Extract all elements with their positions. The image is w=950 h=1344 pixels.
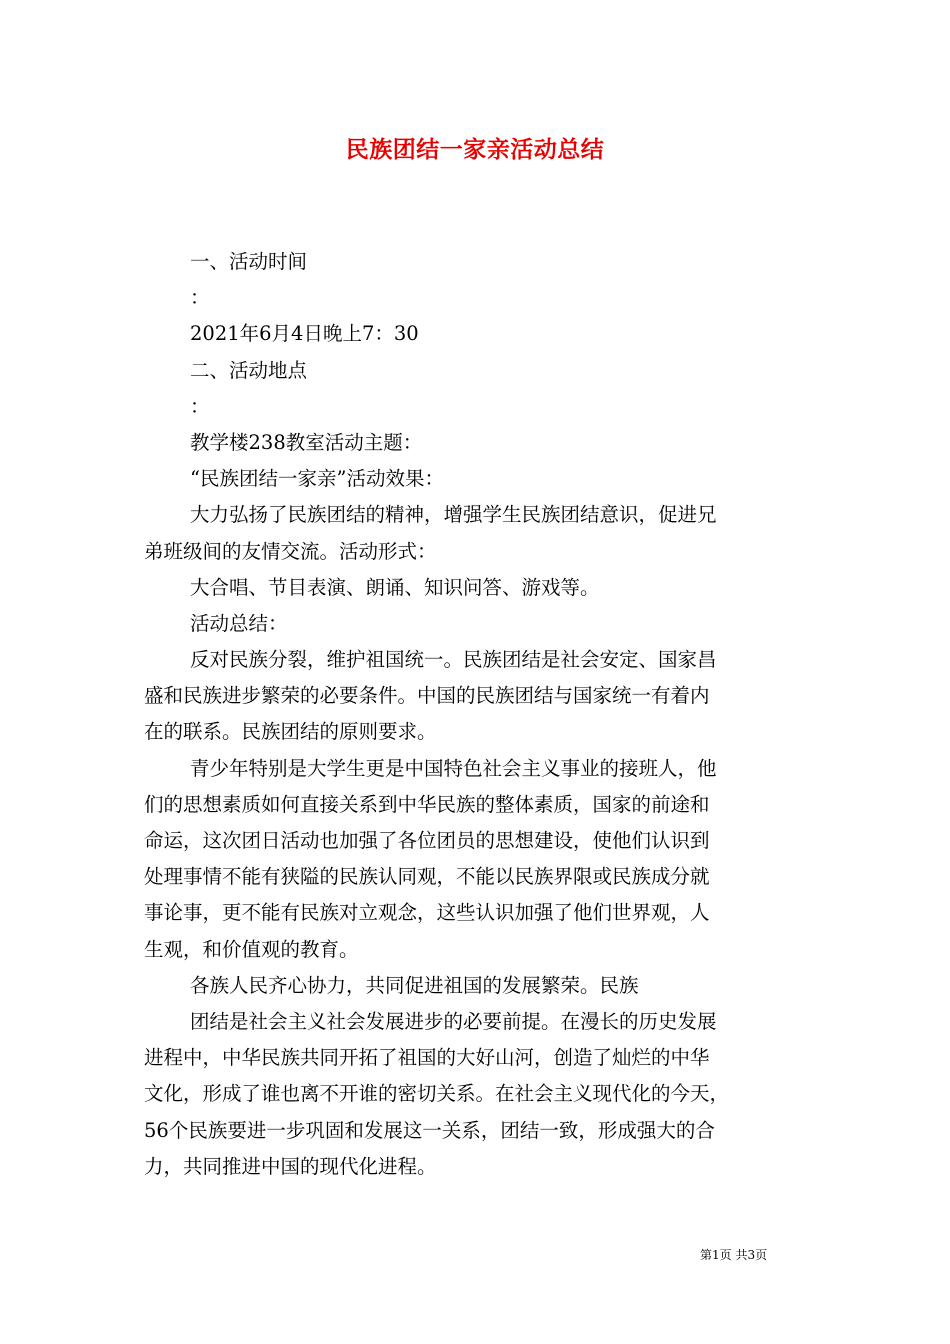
text-line: 力，共同推进中国的现代化进程。 [144,1154,437,1178]
text-line: 一、活动时间 [190,250,308,273]
text-line: ： [190,286,210,310]
text-line: 大力弘扬了民族团结的精神，增强学生民族团结意识，促进兄 [190,503,717,527]
text-line: 各族人民齐心协力，共同促进祖国的发展繁荣。民族 [190,973,639,997]
text-line: 生观，和价值观的教育。 [144,937,359,961]
text-line: 处理事情不能有狭隘的民族认同观，不能以民族界限或民族成分就 [144,865,710,889]
text-line: 们的思想素质如何直接关系到中华民族的整体素质，国家的前途和 [144,792,710,816]
text-line: 二、活动地点 [190,358,308,382]
text-line: 青少年特别是大学生更是中国特色社会主义事业的接班人，他 [190,756,717,780]
text-line: 团结是社会主义社会发展进步的必要前提。在漫长的历史发展 [190,1009,717,1033]
document-title: 民族团结一家亲活动总结 [345,136,605,163]
text-line: ： [190,394,210,418]
text-line: 盛和民族进步繁荣的必要条件。中国的民族团结与国家统一有着内 [144,684,710,708]
text-line: 在的联系。民族团结的原则要求。 [144,720,437,744]
text-line: 命运，这次团日活动也加强了各位团员的思想建设，使他们认识到 [144,829,710,852]
text-line: 大合唱、节目表演、朗诵、知识问答、游戏等。 [190,575,600,599]
text-line: “民族团结一家亲”活动效果： [190,467,444,491]
text-line: 进程中，中华民族共同开拓了祖国的大好山河，创造了灿烂的中华 [144,1046,710,1070]
text-line: 弟班级间的友情交流。活动形式： [144,539,437,563]
text-line: 56个民族要进一步巩固和发展这一关系，团结一致，形成强大的合 [144,1118,715,1142]
document-body [144,244,812,1185]
page-number: 第1页 共3页 [700,1248,768,1262]
text-line: 教学楼238教室活动主题： [190,430,423,454]
text-line: 2021年6月4日晚上7：30 [190,322,419,346]
text-line: 事论事，更不能有民族对立观念，这些认识加强了他们世界观，人 [144,901,710,925]
text-line: 反对民族分裂，维护祖国统一。民族团结是社会安定、国家昌 [190,648,717,672]
text-line: 文化，形成了谁也离不开谁的密切关系。在社会主义现代化的今天， [144,1082,730,1106]
text-line: 活动总结： [190,611,288,635]
